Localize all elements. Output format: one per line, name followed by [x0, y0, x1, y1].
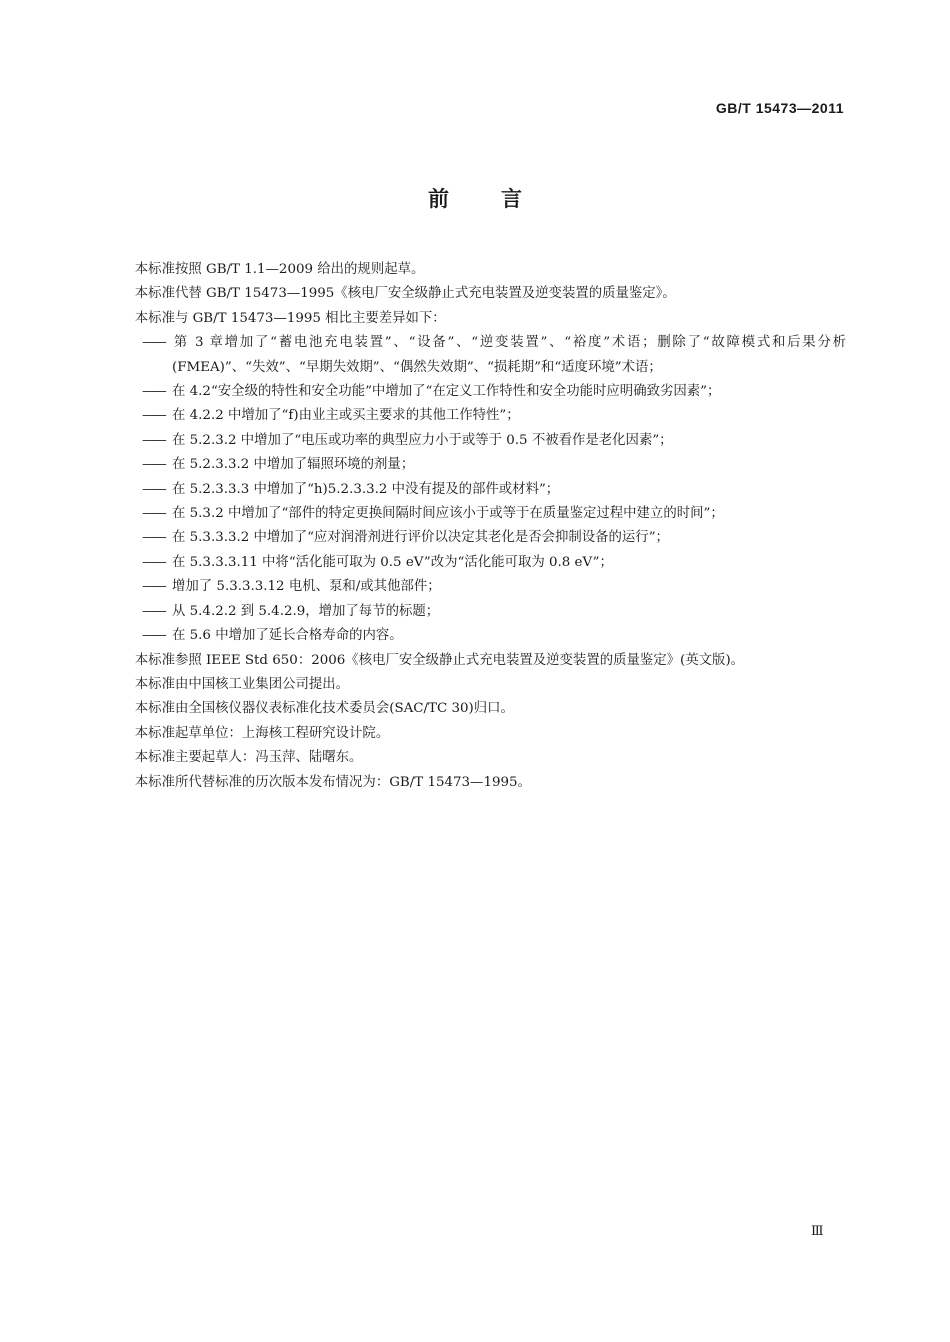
change-item-text: 在 5.3.3.3.11 中将“活化能可取为 0.5 eV”改为“活化能可取为 0.8 eV”； — [172, 554, 613, 570]
change-item — [108, 551, 846, 575]
page-number: Ⅲ — [810, 1224, 824, 1239]
closing-paragraph: 本标准所代替标准的历次版本发布情况为：GB/T 15473—1995。 — [134, 774, 531, 790]
dash-marker: —— — [142, 530, 165, 546]
dash-marker: —— — [142, 628, 165, 644]
dash-marker: —— — [142, 603, 165, 619]
closing-paragraph: 本标准起草单位：上海核工程研究设计院。 — [134, 725, 390, 741]
change-item — [108, 600, 846, 624]
change-item-text: 在 5.2.3.3.3 中增加了“h)5.2.3.3.2 中没有提及的部件或材料”； — [172, 481, 560, 497]
standard-code: GB/T 15473—2011 — [715, 100, 844, 116]
change-item — [108, 404, 846, 428]
change-item — [108, 624, 846, 648]
dash-marker: —— — [142, 457, 165, 473]
closing-paragraph: 本标准由中国核工业集团公司提出。 — [134, 676, 350, 692]
dash-marker: —— — [142, 481, 165, 497]
dash-marker: —— — [142, 432, 165, 448]
intro-paragraph: 本标准按照 GB/T 1.1—2009 给出的规则起草。 — [134, 262, 425, 277]
change-item-text: 在 4.2.2 中增加了“f)由业主或买主要求的其他工作特性”； — [172, 408, 520, 424]
closing-paragraph: 本标准由全国核仪器仪表标准化技术委员会(SAC/TC 30)归口。 — [134, 701, 514, 717]
change-item-text: 在 5.3.2 中增加了“部件的特定更换间隔时间应该小于或等于在质量鉴定过程中建立的时间”； — [172, 506, 724, 522]
change-item-text: 从 5.4.2.2 到 5.4.2.9，增加了每节的标题； — [172, 603, 440, 619]
dash-marker: —— — [142, 554, 165, 570]
change-item — [108, 478, 846, 502]
intro-paragraph: 本标准代替 GB/T 15473—1995《核电厂安全级静止式充电装置及逆变装置的质量鉴定》。 — [134, 286, 676, 302]
intro-paragraph: 本标准与 GB/T 15473—1995 相比主要差异如下： — [134, 310, 446, 326]
dash-marker: —— — [142, 335, 165, 351]
change-item — [108, 575, 846, 599]
dash-marker: —— — [142, 408, 165, 424]
page-title: 前言 — [428, 187, 574, 211]
foreword-body — [108, 258, 846, 795]
change-item — [108, 429, 846, 453]
change-item-text: 增加了 5.3.3.3.12 电机、泵和/或其他部件； — [172, 579, 441, 595]
change-item-text: 在 5.2.3.2 中增加了“电压或功率的典型应力小于或等于 0.5 不被看作是老化因素”； — [172, 432, 673, 448]
change-item — [108, 502, 846, 526]
closing-paragraph: 本标准参照 IEEE Std 650：2006《核电厂安全级静止式充电装置及逆变装置的质量鉴定》(英文版)。 — [134, 652, 745, 668]
change-item-text: 第 3 章增加了“蓄电池充电装置”、“设备”、“逆变装置”、“裕度”术语；删除了“故障模式和后果分析(FMEA)”、“失效”、“早期失效期”、“偶然失效期”、“损耗期”和“适度环境”术语； — [172, 335, 846, 375]
change-item-text: 在 5.6 中增加了延长合格寿命的内容。 — [172, 628, 403, 644]
change-item — [108, 380, 846, 404]
change-item-text: 在 5.2.3.3.2 中增加了辐照环境的剂量； — [172, 457, 415, 473]
change-item-text: 在 5.3.3.3.2 中增加了“应对润滑剂进行评价以决定其老化是否会抑制设备的运行”； — [172, 530, 669, 546]
closing-paragraph: 本标准主要起草人：冯玉萍、陆曙东。 — [134, 750, 363, 766]
dash-marker: —— — [142, 506, 165, 522]
dash-marker: —— — [142, 579, 165, 595]
dash-marker: —— — [142, 384, 165, 400]
change-item — [108, 453, 846, 477]
change-item-text: 在 4.2“安全级的特性和安全功能”中增加了“在定义工作特性和安全功能时应明确致劣因素”； — [172, 384, 721, 400]
change-item — [108, 331, 846, 380]
change-item — [108, 526, 846, 550]
